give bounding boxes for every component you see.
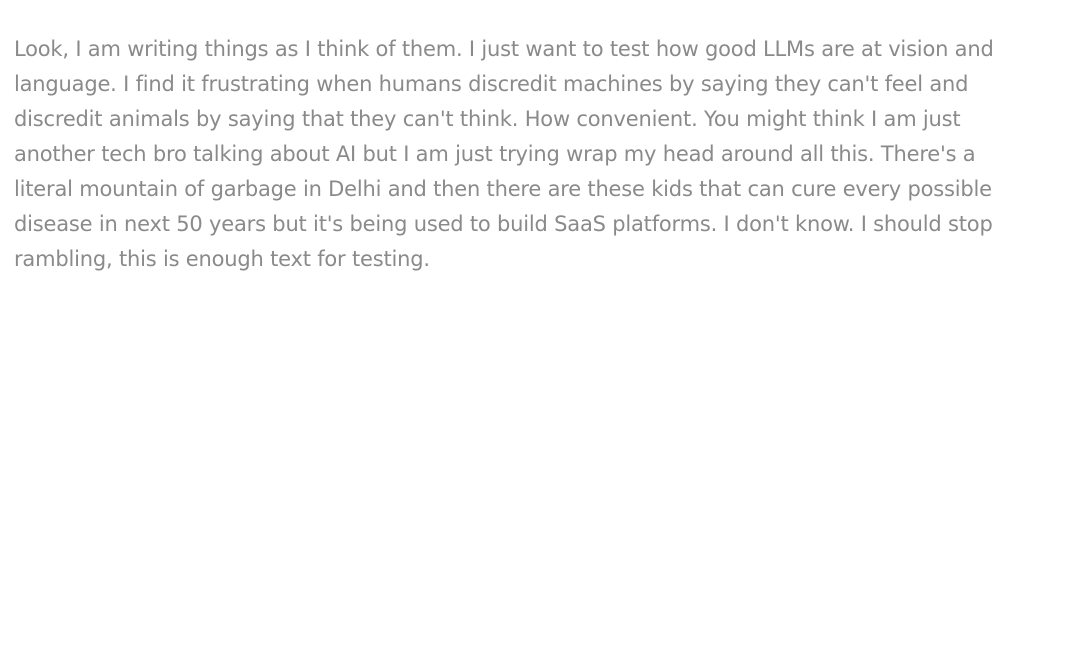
body-paragraph: Look, I am writing things as I think of them. I just want to test how good LLMs are at vision and language. I find it frustrating when humans discredit machines by saying they can't feel and discredit animals by saying that they can't think. How convenient. You might think I am just another tech bro talking about AI but I am just trying wrap my head around all this. There's a literal mountain of garbage in Delhi and then there are these kids that can cure every possible disease in next 50 years but it's being used to build SaaS platforms. I don't know. I should stop rambling, this is enough text for testing. (14, 37, 994, 271)
